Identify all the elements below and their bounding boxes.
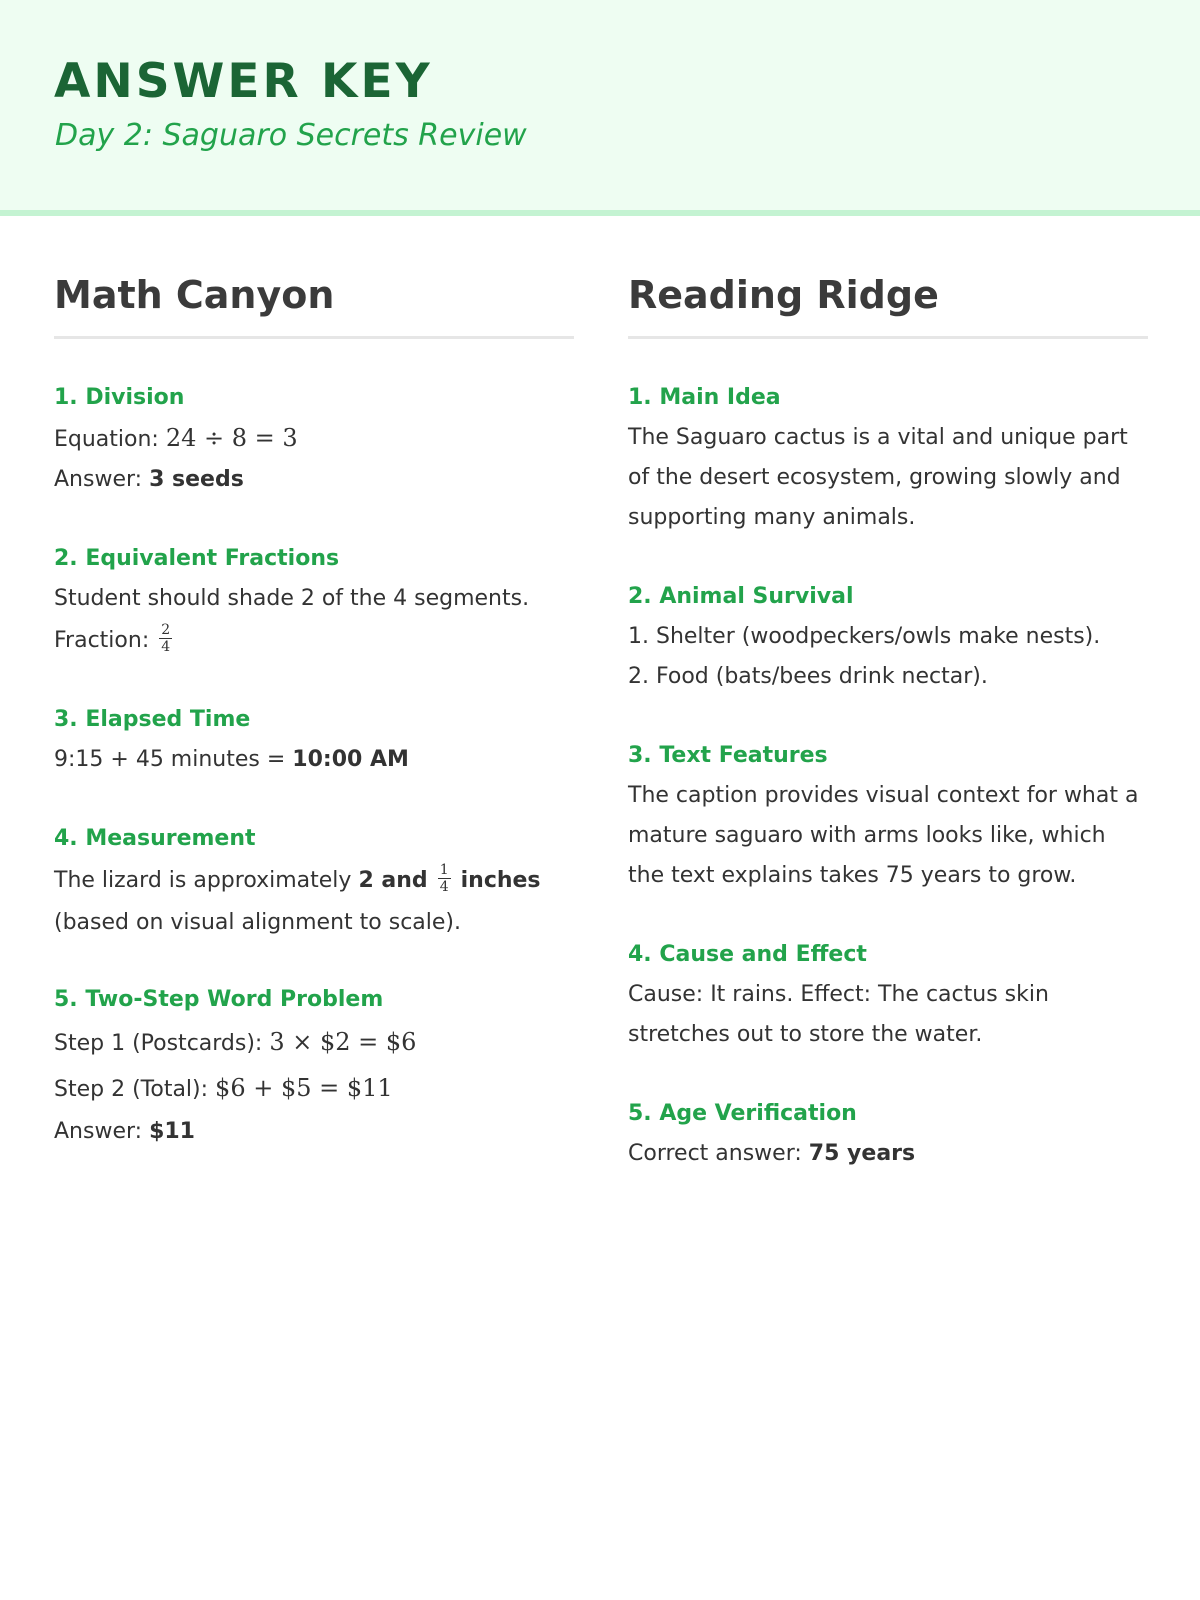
math-q2-heading: 2. Equivalent Fractions: [54, 546, 340, 571]
reading-q4: [628, 935, 1148, 1055]
math-section-title: Math Canyon: [54, 273, 335, 317]
reading-q2: [628, 577, 1148, 697]
reading-q5-heading: 5. Age Verification: [628, 1101, 857, 1126]
math-q4-text-after: (based on visual alignment to scale).: [54, 910, 461, 935]
math-q2-fraction-denominator: 4: [161, 638, 171, 655]
math-q2-fraction-label: Fraction:: [54, 628, 150, 653]
math-q2: [54, 539, 574, 663]
reading-q2-heading: 2. Animal Survival: [628, 584, 854, 609]
header-banner: [0, 0, 1200, 216]
reading-q3: [628, 736, 1148, 896]
reading-q2-item-1: 1. Shelter (woodpeckers/owls make nests).: [628, 624, 1101, 649]
math-q5-step1-line: [54, 1020, 574, 1066]
math-q4: [54, 819, 574, 943]
math-q4-answer-whole: 2 and: [358, 868, 428, 893]
math-q5-heading: 5. Two-Step Word Problem: [54, 987, 384, 1012]
math-q5-answer-label: Answer:: [54, 1119, 143, 1144]
math-q1: [54, 378, 574, 500]
math-q3: [54, 700, 574, 780]
math-q5-answer-line: [54, 1112, 574, 1152]
math-q4-answer-line: [54, 859, 574, 903]
reading-q3-text: The caption provides visual context for what a mature saguaro with arms looks like, which the text explains takes 75 years to grow.: [628, 783, 1139, 888]
page-subtitle: Day 2: Saguaro Secrets Review: [55, 118, 527, 153]
math-q5-step2-equation: $6 + $5 = $11: [215, 1074, 393, 1102]
math-q5-step2-label: Step 2 (Total):: [54, 1077, 209, 1102]
math-q1-equation: 24 ÷ 8 = 3: [165, 424, 298, 452]
math-q1-answer-label: Answer:: [54, 467, 143, 492]
math-q1-answer-line: [54, 460, 574, 500]
math-q5-step2-line: [54, 1066, 574, 1112]
math-q4-heading: 4. Measurement: [54, 826, 256, 851]
reading-q4-heading: 4. Cause and Effect: [628, 942, 867, 967]
math-q4-text-before: The lizard is approximately: [54, 868, 352, 893]
reading-divider: [628, 336, 1148, 339]
math-q2-text: Student should shade 2 of the 4 segments.: [54, 586, 530, 611]
math-q2-fraction: [159, 622, 172, 655]
math-q4-fraction: [438, 862, 451, 895]
reading-q5-answer-line: [628, 1134, 1148, 1174]
reading-q4-text: Cause: It rains. Effect: The cactus skin stretches out to store the water.: [628, 982, 1049, 1047]
math-q5-answer: $11: [149, 1119, 195, 1144]
math-q3-heading: 3. Elapsed Time: [54, 707, 251, 732]
math-q4-fraction-numerator: 1: [439, 861, 449, 878]
math-column: [54, 270, 574, 1152]
reading-section-title: Reading Ridge: [628, 273, 939, 317]
math-q4-fraction-denominator: 4: [439, 878, 449, 895]
math-q1-equation-line: [54, 418, 574, 460]
math-q1-answer: 3 seeds: [149, 467, 244, 492]
math-q1-equation-label: Equation:: [54, 427, 159, 452]
math-divider: [54, 336, 574, 339]
reading-q1-text: The Saguaro cactus is a vital and unique part of the desert ecosystem, growing slowly and supporting many animals.: [628, 425, 1128, 530]
math-q2-fraction-line: [54, 619, 574, 663]
reading-q1-heading: 1. Main Idea: [628, 385, 781, 410]
math-q3-answer: 10:00 AM: [292, 747, 409, 772]
math-q1-heading: 1. Division: [54, 385, 185, 410]
math-q2-fraction-numerator: 2: [161, 621, 171, 638]
math-q5: [54, 980, 574, 1152]
math-q5-step1-equation: 3 × $2 = $6: [269, 1028, 417, 1056]
reading-q5-label: Correct answer:: [628, 1141, 802, 1166]
reading-q5-answer: 75 years: [808, 1141, 916, 1166]
math-q5-step1-label: Step 1 (Postcards):: [54, 1031, 263, 1056]
math-q4-answer-unit: inches: [460, 868, 541, 893]
reading-q5: [628, 1094, 1148, 1174]
reading-column: [628, 270, 1148, 1174]
reading-q1: [628, 378, 1148, 538]
reading-q3-heading: 3. Text Features: [628, 743, 828, 768]
math-q3-answer-line: [54, 740, 574, 780]
reading-q2-item-2: 2. Food (bats/bees drink nectar).: [628, 664, 988, 689]
math-q3-text: 9:15 + 45 minutes =: [54, 747, 286, 772]
page-title: ANSWER KEY: [54, 54, 433, 109]
